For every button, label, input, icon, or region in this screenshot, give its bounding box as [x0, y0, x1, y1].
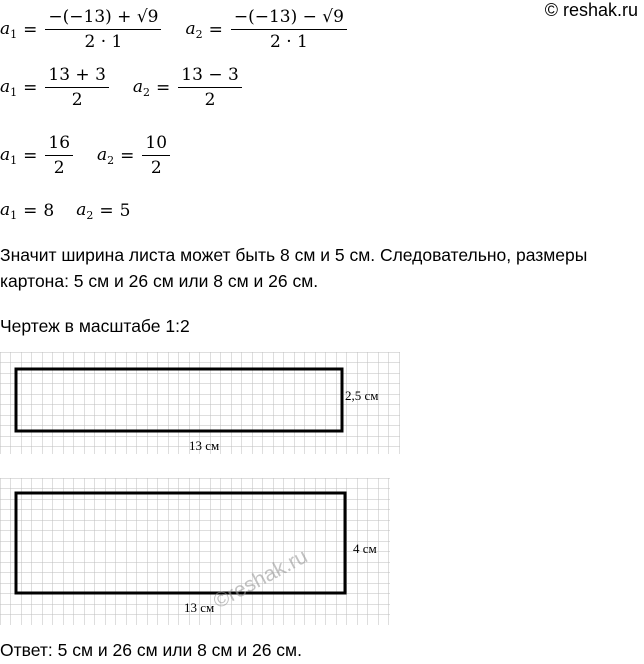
paragraph-line-2: картона: 5 см и 26 см или 8 см и 26 см.: [0, 271, 319, 291]
a2-symbol: $a_2$: [185, 18, 203, 41]
paragraph: [0, 242, 587, 294]
a1-fraction: $\frac{13 + 3}{2}$: [45, 66, 109, 109]
a2-fraction: [231, 8, 347, 51]
drawing-rect-2: [0, 478, 390, 625]
a1-value: 8: [43, 201, 55, 221]
formula-row-1: [0, 8, 349, 51]
formula-row-3: $a_1$ = $\frac{16}{2}$ $a_2$ = $\frac{10}{2}$: [0, 134, 172, 177]
fraction-numerator: −(−13) − √9: [231, 8, 347, 30]
a2-fraction: $\frac{13 - 3}{2}$: [178, 66, 242, 109]
drawing-watermark: ©reshak.ru: [209, 544, 312, 614]
width-label: 13 см: [184, 600, 215, 615]
a1-fraction: $\frac{16}{2}$: [45, 134, 73, 177]
formula-row-2: $a_1$ = $\frac{13 + 3}{2}$ $a_2$ = $\frac{13 - 3}{2}$: [0, 66, 244, 109]
a2-fraction: $\frac{10}{2}$: [142, 134, 170, 177]
paragraph-line-1: Значит ширина листа может быть 8 см и 5 см. Следовательно, размеры: [0, 245, 588, 265]
equals-sign: =: [23, 19, 38, 40]
fraction-denominator: 2 · 1: [270, 32, 308, 52]
height-label: 4 см: [353, 541, 377, 556]
a2-value: 5: [119, 201, 131, 221]
formula-row-4: $a_1$ = 8 $a_2$ = 5: [0, 200, 131, 222]
site-watermark: © reshak.ru: [544, 0, 638, 20]
fraction-denominator: 2 · 1: [84, 32, 123, 52]
drawing-rect-1: [0, 352, 400, 454]
a1-symbol: $a_1$: [0, 18, 18, 41]
a1-fraction: [45, 8, 161, 51]
height-label: 2,5 см: [345, 388, 379, 403]
fraction-numerator: −(−13) + √9: [45, 8, 161, 30]
width-label: 13 см: [189, 438, 220, 453]
answer: Ответ: 5 см и 26 см или 8 см и 26 см.: [0, 640, 302, 660]
equals-sign: =: [208, 19, 223, 40]
scale-caption: Чертеж в масштабе 1:2: [0, 316, 190, 336]
